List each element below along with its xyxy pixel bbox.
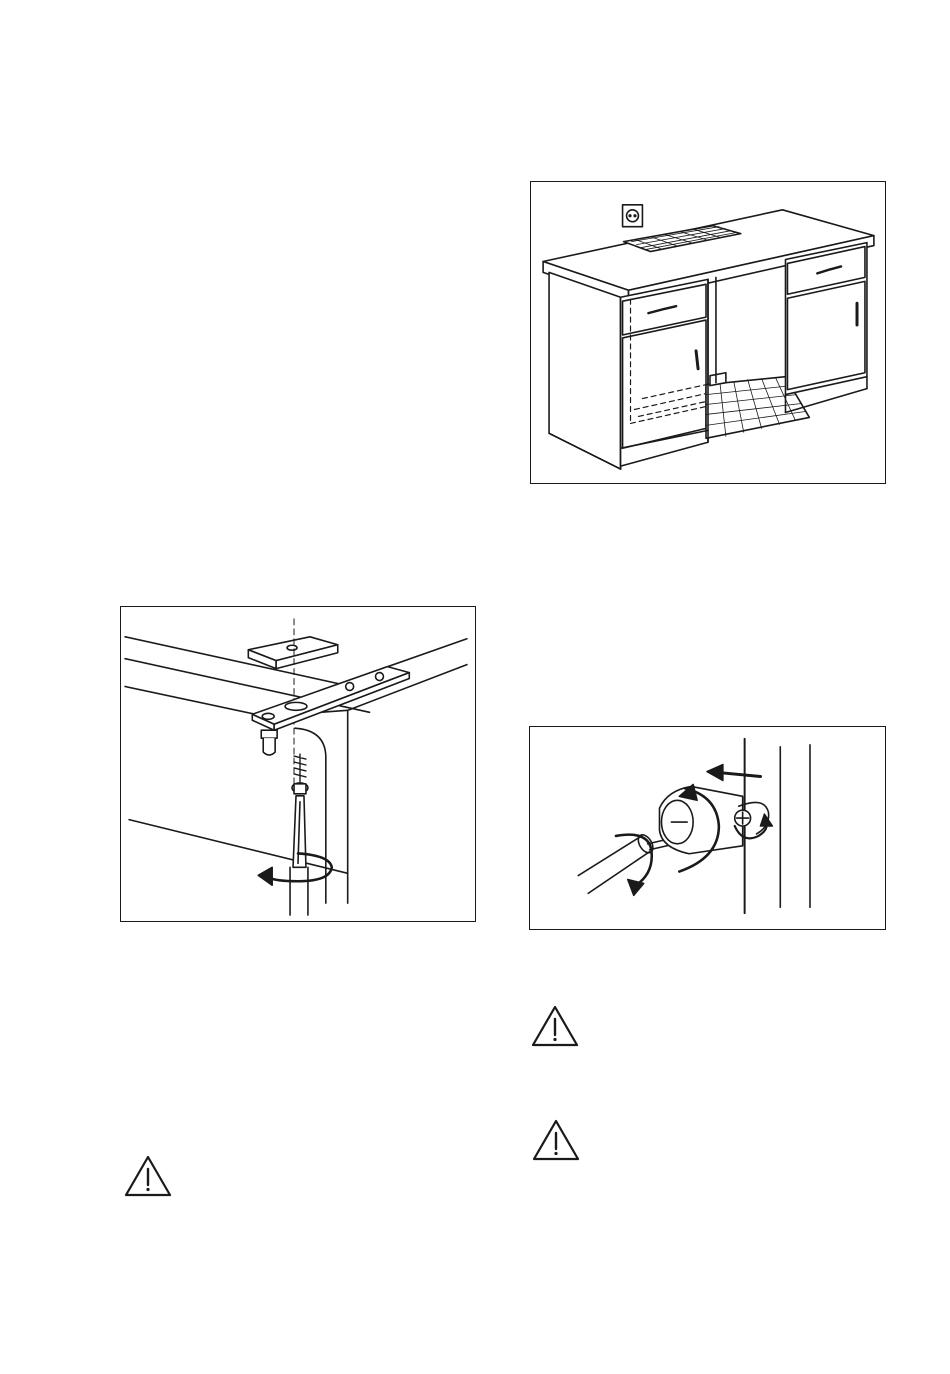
warning-triangle-icon bbox=[531, 1118, 581, 1162]
kitchen-cabinet-figure bbox=[530, 181, 886, 484]
hinge-adjustment-figure bbox=[529, 726, 886, 930]
bracket-mounting-figure bbox=[120, 606, 476, 922]
warning-triangle-icon bbox=[123, 1154, 173, 1198]
hinge-adjustment-illustration bbox=[530, 727, 885, 929]
bracket-screw-illustration bbox=[121, 607, 475, 921]
warning-triangle-icon bbox=[530, 1004, 580, 1048]
kitchen-cabinet-illustration bbox=[531, 182, 885, 483]
